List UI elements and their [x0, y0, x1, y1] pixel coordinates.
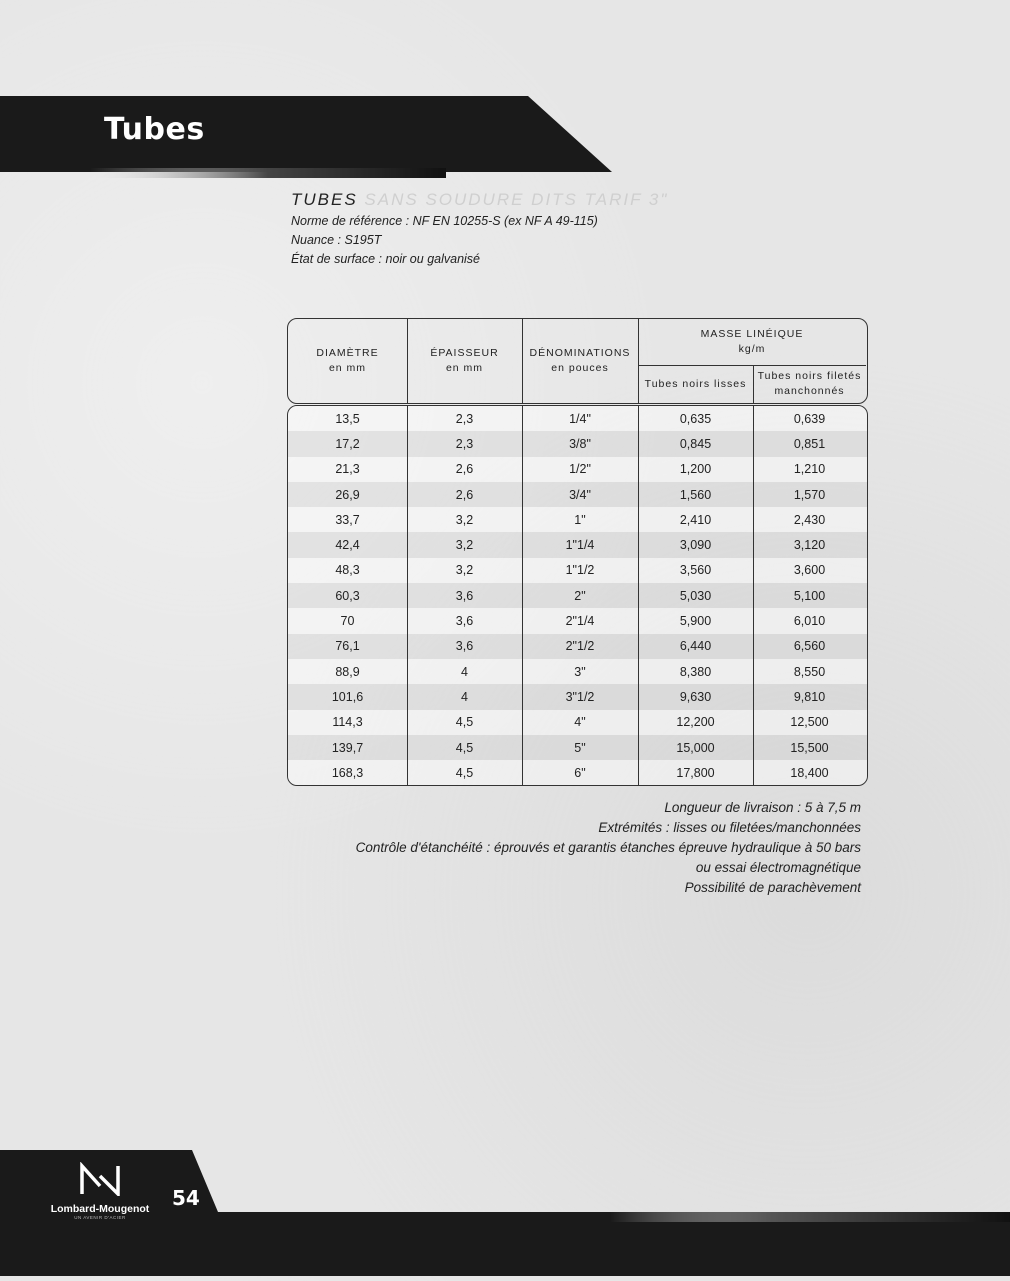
table-row: [288, 583, 867, 608]
cell-epaisseur: 4,5: [455, 715, 474, 730]
cell-diametre: 101,6: [331, 689, 364, 704]
intro-surface: État de surface : noir ou galvanisé: [291, 252, 481, 266]
cell-masse-filetes: 12,500: [790, 715, 829, 730]
cell-diametre: 114,3: [332, 715, 363, 730]
intro-block: [291, 190, 711, 269]
brand-name: Lombard-Mougenot: [50, 1203, 150, 1215]
table-rows: [288, 406, 867, 785]
cell-masse-lisses: 5,030: [679, 588, 712, 603]
cell-denomination: 1": [574, 512, 586, 527]
table-row: [288, 457, 867, 482]
cell-masse-filetes: 15,500: [790, 740, 829, 755]
cell-masse-lisses: 17,800: [676, 765, 715, 780]
cell-masse-lisses: 1,200: [679, 462, 712, 477]
cell-denomination: 5": [574, 740, 586, 755]
note-test-alt: ou essai électromagnétique: [695, 860, 861, 875]
cell-diametre: 60,3: [335, 588, 360, 603]
header-denominations-unit: en pouces: [551, 362, 609, 374]
cell-masse-lisses: 3,560: [679, 563, 712, 578]
cell-masse-filetes: 0,639: [793, 411, 826, 426]
header-masse-filetes: [753, 365, 866, 403]
note-length: Longueur de livraison : 5 à 7,5 m: [664, 800, 861, 815]
table-row: [288, 659, 867, 684]
cell-epaisseur: 4,5: [455, 765, 474, 780]
page-title: Tubes: [104, 112, 205, 147]
header-masse-unit: kg/m: [738, 343, 766, 355]
table-row: [288, 558, 867, 583]
column-divider: [407, 406, 408, 785]
cell-masse-lisses: 2,410: [679, 512, 712, 527]
cell-denomination: 2"1/2: [565, 639, 595, 654]
cell-diametre: 168,3: [331, 765, 364, 780]
cell-epaisseur: 2,3: [455, 411, 474, 426]
header-epaisseur-label: ÉPAISSEUR: [430, 347, 499, 359]
table-row: [288, 684, 867, 709]
cell-denomination: 1/2": [569, 462, 591, 477]
cell-masse-lisses: 1,560: [679, 487, 712, 502]
table-row: [288, 532, 867, 557]
cell-epaisseur: 3,6: [455, 639, 474, 654]
table-row: [288, 735, 867, 760]
note-ends: Extrémités : lisses ou filetées/manchonnées: [598, 820, 861, 835]
title-banner: [0, 96, 612, 172]
table-row: [288, 634, 867, 659]
cell-denomination: 3/8": [569, 436, 591, 451]
cell-masse-filetes: 8,550: [793, 664, 826, 679]
cell-epaisseur: 4: [461, 689, 468, 704]
cell-masse-lisses: 6,440: [679, 639, 712, 654]
cell-denomination: 1"1/2: [565, 563, 595, 578]
cell-masse-filetes: 0,851: [793, 436, 826, 451]
column-divider: [753, 406, 754, 785]
cell-denomination: 1/4": [569, 411, 591, 426]
intro-heading-ghost: SANS SOUDURE DITS TARIF 3": [364, 190, 669, 209]
cell-epaisseur: 3,2: [455, 512, 474, 527]
cell-epaisseur: 3,2: [455, 538, 474, 553]
cell-diametre: 70: [340, 614, 355, 629]
cell-masse-filetes: 5,100: [793, 588, 826, 603]
note-test: Contrôle d'étanchéité : éprouvés et garantis étanches épreuve hydraulique à 50 bars: [355, 840, 861, 855]
cell-denomination: 2": [574, 588, 586, 603]
cell-diametre: 26,9: [335, 487, 360, 502]
brand-logo: [30, 1162, 170, 1220]
header-denominations-label: DÉNOMINATIONS: [529, 347, 631, 359]
header-diametre-label: DIAMÈTRE: [316, 347, 379, 359]
cell-masse-lisses: 5,900: [679, 614, 712, 629]
cell-diametre: 42,4: [335, 538, 360, 553]
cell-masse-filetes: 18,400: [790, 765, 829, 780]
cell-diametre: 17,2: [335, 436, 360, 451]
header-epaisseur: [407, 319, 522, 403]
table-row: [288, 760, 867, 785]
cell-epaisseur: 3,6: [455, 588, 474, 603]
cell-masse-filetes: 3,600: [793, 563, 826, 578]
cell-masse-lisses: 3,090: [679, 538, 712, 553]
column-divider: [522, 406, 523, 785]
cell-epaisseur: 2,3: [455, 436, 474, 451]
header-masse-filetes-label2: manchonnés: [774, 385, 845, 397]
header-diametre-unit: en mm: [328, 362, 367, 374]
cell-denomination: 1"1/4: [565, 538, 595, 553]
header-epaisseur-unit: en mm: [445, 362, 484, 374]
cell-diametre: 88,9: [335, 664, 360, 679]
cell-masse-filetes: 6,010: [793, 614, 826, 629]
header-diametre: [288, 319, 407, 403]
title-banner-shape: [0, 96, 612, 186]
cell-denomination: 3"1/2: [565, 689, 595, 704]
cell-masse-lisses: 0,845: [679, 436, 712, 451]
table-row: [288, 710, 867, 735]
cell-masse-lisses: 15,000: [676, 740, 715, 755]
cell-masse-filetes: 3,120: [793, 538, 826, 553]
tubes-table: [287, 318, 868, 786]
cell-masse-lisses: 9,630: [679, 689, 712, 704]
cell-epaisseur: 3,2: [455, 563, 474, 578]
intro-heading: [291, 190, 711, 210]
note-finishing: Possibilité de parachèvement: [684, 880, 861, 895]
cell-diametre: 33,7: [335, 512, 360, 527]
table-row: [288, 482, 867, 507]
cell-epaisseur: 3,6: [455, 614, 474, 629]
column-divider: [638, 406, 639, 785]
cell-masse-filetes: 9,810: [793, 689, 826, 704]
cell-denomination: 3/4": [569, 487, 591, 502]
cell-masse-filetes: 1,210: [793, 462, 826, 477]
cell-denomination: 2"1/4: [565, 614, 595, 629]
cell-diametre: 76,1: [335, 639, 360, 654]
cell-epaisseur: 4: [461, 664, 468, 679]
header-denominations: [522, 319, 638, 403]
cell-denomination: 3": [574, 664, 586, 679]
table-row: [288, 431, 867, 456]
intro-heading-main: TUBES: [291, 190, 358, 209]
cell-masse-filetes: 6,560: [793, 639, 826, 654]
brand-logo-icon: [78, 1162, 122, 1196]
cell-denomination: 6": [574, 765, 586, 780]
header-masse: [638, 319, 866, 365]
cell-diametre: 48,3: [335, 563, 360, 578]
brand-tagline: UN AVENIR D'ACIER: [74, 1215, 126, 1220]
page-number: 54: [172, 1186, 200, 1210]
cell-masse-lisses: 0,635: [679, 411, 712, 426]
cell-diametre: 13,5: [335, 411, 360, 426]
cell-epaisseur: 2,6: [455, 462, 474, 477]
header-masse-label: MASSE LINÉIQUE: [700, 328, 804, 340]
cell-masse-lisses: 8,380: [679, 664, 712, 679]
cell-epaisseur: 2,6: [455, 487, 474, 502]
cell-masse-filetes: 2,430: [793, 512, 826, 527]
cell-denomination: 4": [574, 715, 586, 730]
table-row: [288, 406, 867, 431]
notes-block: [356, 798, 861, 898]
table-header: [287, 318, 868, 404]
intro-standard: Norme de référence : NF EN 10255-S (ex NF A 49-115): [291, 214, 598, 228]
header-masse-lisses-label: Tubes noirs lisses: [644, 377, 747, 390]
table-body: [287, 405, 868, 786]
cell-masse-filetes: 1,570: [793, 487, 826, 502]
header-masse-lisses: [638, 365, 753, 403]
cell-diametre: 139,7: [331, 740, 364, 755]
cell-epaisseur: 4,5: [455, 740, 474, 755]
table-row: [288, 507, 867, 532]
cell-masse-lisses: 12,200: [676, 715, 715, 730]
table-row: [288, 608, 867, 633]
header-masse-filetes-label: Tubes noirs filetés: [757, 370, 862, 382]
intro-grade: Nuance : S195T: [291, 233, 382, 247]
cell-diametre: 21,3: [335, 462, 360, 477]
